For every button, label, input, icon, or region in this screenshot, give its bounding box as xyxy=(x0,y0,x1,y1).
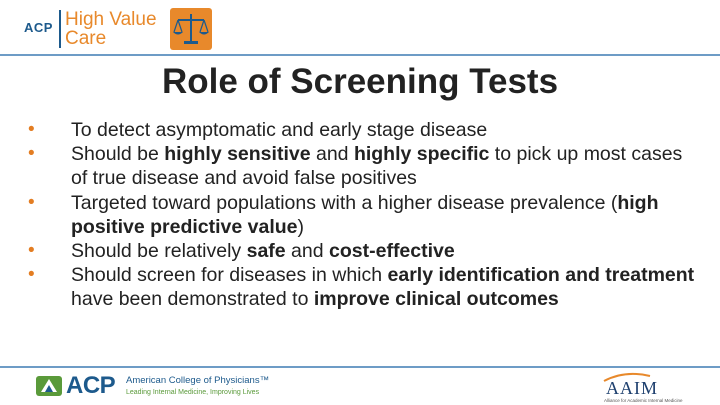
bullet-text: To detect asymptomatic and early stage disease xyxy=(71,119,488,141)
bullet-emphasis: safe xyxy=(246,240,286,263)
bullet-dot: • xyxy=(28,240,35,262)
logo-line-1: High Value xyxy=(65,9,157,30)
acp-tagline: Leading Internal Medicine, Improving Lives xyxy=(126,389,260,396)
logo-acp-text: ACP xyxy=(24,20,53,35)
bullet-item xyxy=(28,142,698,190)
acp-footer-logo xyxy=(36,372,296,402)
bullet-list xyxy=(28,118,698,312)
aaim-tagline: Alliance for Academic Internal Medicine xyxy=(604,398,683,403)
bullet-dot: • xyxy=(28,264,35,286)
bullet-emphasis: improve clinical outcomes xyxy=(313,288,559,311)
bullet-text: have been demonstrated to xyxy=(71,288,314,311)
balance-scale-icon xyxy=(170,8,212,50)
bullet-item xyxy=(28,118,698,142)
bullet-text: Should be relatively xyxy=(71,240,247,263)
bullet-emphasis: early identification and treatment xyxy=(387,264,695,287)
logo-divider xyxy=(59,10,61,48)
bullet-item xyxy=(28,239,698,263)
aaim-letters: AAIM xyxy=(606,378,658,398)
bullet-text: to pick up most cases of true disease and avoid false positives xyxy=(71,143,683,190)
bullet-item xyxy=(28,263,698,311)
bullet-emphasis: high positive predictive value xyxy=(71,191,659,238)
bullet-text: Should screen for diseases in which xyxy=(71,264,388,287)
acp-name-text: American College of Physicians xyxy=(126,375,260,386)
bullet-dot: • xyxy=(28,143,35,165)
bullet-text: and xyxy=(310,143,354,166)
bullet-text: Targeted toward populations with a higher disease prevalence ( xyxy=(71,191,618,214)
bullet-emphasis: highly sensitive xyxy=(164,143,311,166)
bullet-item xyxy=(28,191,698,239)
bullet-text: Should be xyxy=(71,143,165,166)
bullet-emphasis: highly specific xyxy=(353,143,490,166)
header-divider xyxy=(0,54,720,56)
bullet-emphasis: cost-effective xyxy=(329,240,455,263)
bullet-text: ) xyxy=(297,215,305,238)
acp-letters: ACP xyxy=(66,372,116,399)
logo-line-2: Care xyxy=(65,28,107,49)
high-value-care-logo xyxy=(24,6,224,52)
bullet-dot: • xyxy=(28,191,35,213)
slide-title: Role of Screening Tests xyxy=(161,62,559,101)
aaim-footer-logo xyxy=(600,372,710,404)
footer-divider xyxy=(0,366,720,368)
bullet-text: and xyxy=(285,240,330,263)
acp-emblem-icon xyxy=(36,374,64,398)
acp-full-name xyxy=(126,375,269,386)
bullet-dot: • xyxy=(28,119,35,140)
acp-trademark: ™ xyxy=(259,375,270,386)
